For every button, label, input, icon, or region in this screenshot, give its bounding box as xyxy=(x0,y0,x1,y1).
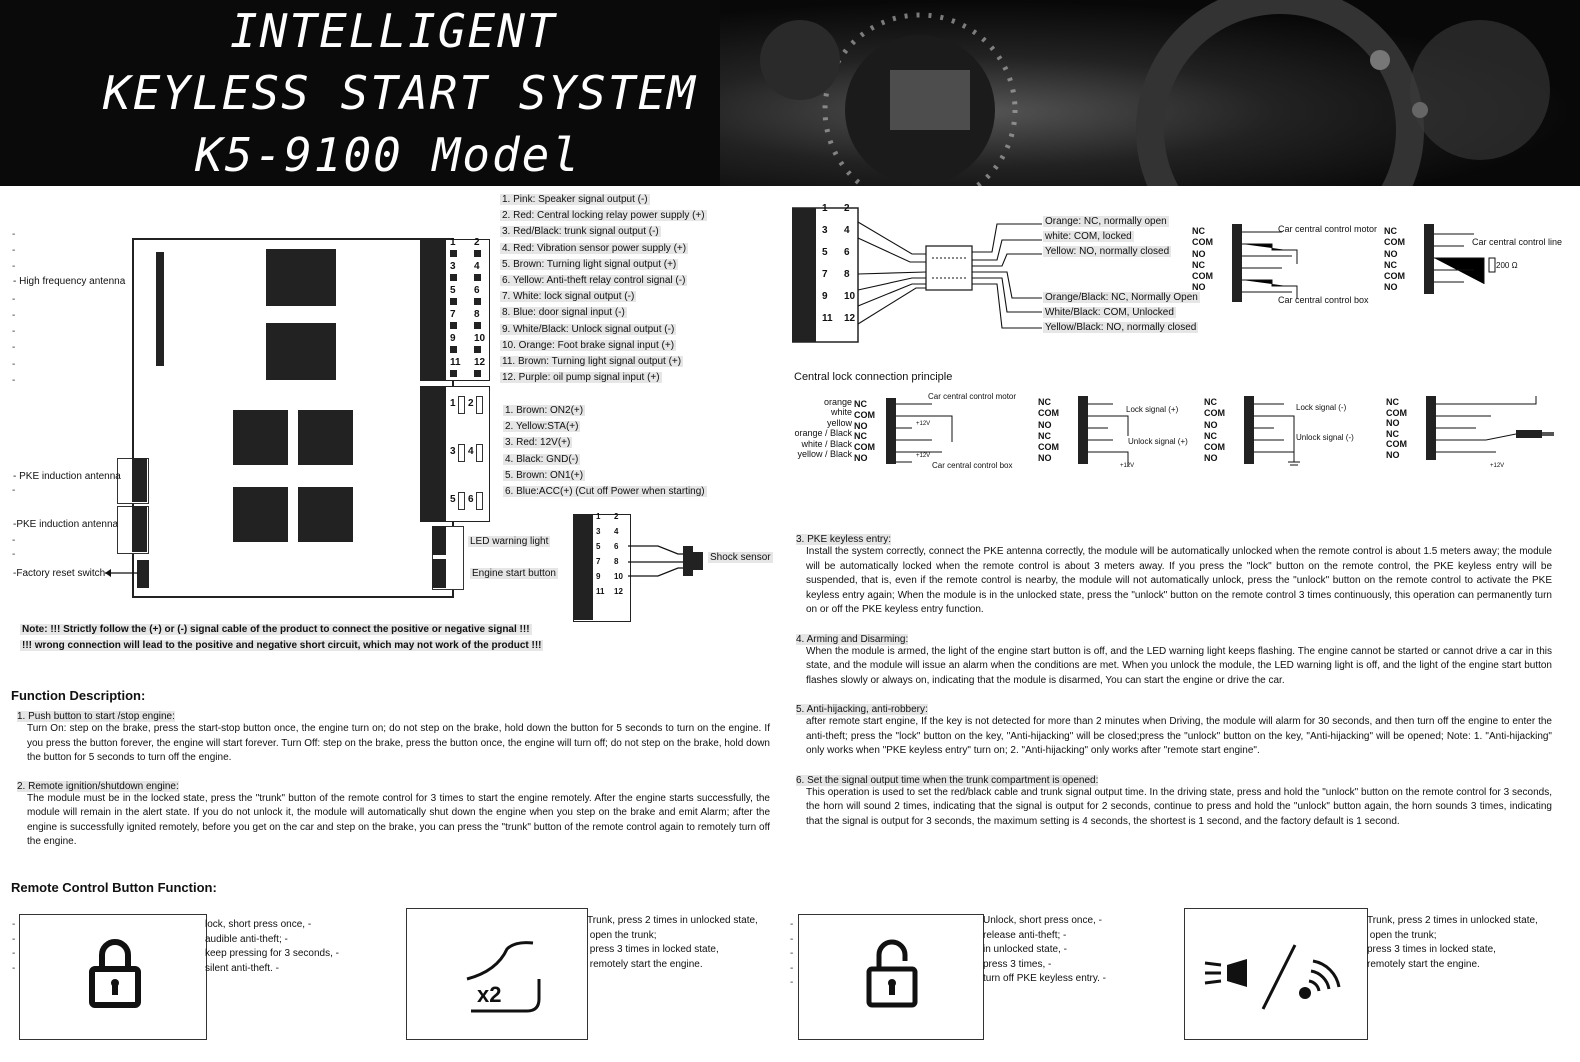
shock-pin-label: 4 xyxy=(614,527,619,536)
pin-6-slot xyxy=(476,444,483,462)
remote-control-title: Remote Control Button Function: xyxy=(11,880,217,895)
connector-6-item: 1. Brown: ON2(+) xyxy=(505,405,584,416)
remote-button-line: press 3 times in locked state, xyxy=(1367,944,1496,956)
remote-unlock-button-card xyxy=(798,914,984,1040)
remote-button-line: open the trunk; xyxy=(1367,929,1437,941)
chip-1 xyxy=(266,249,336,306)
pin-12-square xyxy=(450,370,457,377)
relay-label-a2: white: COM, locked xyxy=(1045,231,1132,242)
banner-title-line3: K5-9100 Model xyxy=(195,128,582,182)
lock-2-row: NO xyxy=(1038,419,1052,430)
high-frequency-antenna xyxy=(156,252,164,366)
lock-1-v2: +12V xyxy=(916,453,931,459)
shock-pin-label: 1 xyxy=(596,512,601,521)
pin-12-label: 5 xyxy=(450,285,456,296)
reset-arrow-icon xyxy=(105,566,140,580)
line-row: COM xyxy=(1384,271,1405,282)
pin-12-label: 6 xyxy=(474,285,480,296)
connector-12-list xyxy=(500,192,707,386)
remote-lock-button-card xyxy=(19,914,207,1040)
shock-pin-label: 8 xyxy=(614,557,619,566)
chip-5 xyxy=(233,487,288,542)
remote-button-line: Trunk, press 2 times in unlocked state, xyxy=(587,915,758,926)
label-pke-antenna-2: -PKE induction antenna xyxy=(13,519,119,530)
trunk-icon xyxy=(407,909,587,1039)
pin-12-label: 12 xyxy=(474,357,486,368)
shock-pin-label: 9 xyxy=(596,572,601,581)
remote-button-line: remotely start the engine. xyxy=(587,958,703,970)
line-row: NC xyxy=(1384,226,1397,236)
pke-connector-1-fill xyxy=(132,458,147,502)
remote-button-line: press 3 times in locked state, xyxy=(587,944,719,956)
lock-2-rows xyxy=(1038,397,1059,465)
lock-1-rows xyxy=(854,399,875,464)
remote-4-text xyxy=(1367,914,1538,972)
function-item-title: 1. Push button to start /stop engine: xyxy=(17,711,175,722)
line-row: NO xyxy=(1384,248,1398,259)
line-row: NO xyxy=(1384,282,1398,293)
lock-2-unlock: Unlock signal (+) xyxy=(1128,437,1188,446)
function-item-body: This operation is used to set the red/black cable and trunk signal output time. In the driving state, press and hold the "unlock" button on the remote control for 3 seconds, the horn will sound 2 times, indicating that the signal is output for 2 seconds, continue to press and hold the "unlock" button again, the horn sounds 3 times, indicating that the signal is output for 3 seconds, the maximum setting is 4 seconds, the shortest is 1 second, and the factory default is 1 second. xyxy=(806,786,1552,827)
lock-3-row: COM xyxy=(1204,408,1225,419)
lock-4-row: NC xyxy=(1386,397,1399,407)
banner-title-line2: KEYLESS START SYSTEM xyxy=(103,66,697,120)
connector-12-item: 1. Pink: Speaker signal output (-) xyxy=(502,194,648,205)
remote-button-line: keep pressing for 3 seconds, - xyxy=(205,948,339,960)
function-description-title: Function Description: xyxy=(11,688,146,703)
led-warning-light-label: LED warning light xyxy=(470,536,549,547)
dash-b: - - xyxy=(12,535,16,560)
function-item xyxy=(17,781,770,850)
function-item xyxy=(796,534,1552,618)
dashboard-photo xyxy=(720,0,1580,186)
remote-3-dashes: - - - - - xyxy=(790,919,794,989)
label-factory-reset: -Factory reset switch xyxy=(13,568,106,579)
chip-4 xyxy=(298,410,353,465)
connector-12-pin-body xyxy=(420,239,446,381)
connector-12-item: 8. Blue: door signal input (-) xyxy=(502,307,625,319)
chip-3 xyxy=(233,410,288,465)
function-item xyxy=(796,775,1552,830)
lock-3-row: NC xyxy=(1204,430,1217,441)
banner-title-line1: INTELLIGENT xyxy=(230,4,557,58)
remote-button-line: in unlocked state, - xyxy=(983,944,1067,956)
pin-6-slot xyxy=(476,396,483,414)
pin-12-square xyxy=(474,250,481,257)
engine-start-button-label: Engine start button xyxy=(472,568,556,579)
function-item xyxy=(796,704,1552,759)
connector-12-item: 6. Yellow: Anti-theft relay control signal (-) xyxy=(502,275,686,287)
pin-12-square xyxy=(450,346,457,353)
lock-icon xyxy=(20,915,206,1039)
function-item xyxy=(17,711,770,766)
lock-1-wire: white xyxy=(830,407,852,418)
lock-1-row: NO xyxy=(854,452,868,463)
function-item xyxy=(796,634,1552,689)
connector-6-item: 5. Brown: ON1(+) xyxy=(505,469,584,481)
chip-2 xyxy=(266,323,336,380)
connector-12-item: 11. Brown: Turning light signal output (+) xyxy=(502,356,682,368)
pin-6-slot xyxy=(458,492,465,510)
lock-4-v: +12V xyxy=(1490,463,1505,469)
shock-sensor-connector-body xyxy=(573,514,593,620)
pin-6-label: 1 xyxy=(450,398,456,409)
lock-2-row: NO xyxy=(1038,453,1052,464)
line-diagram-rows xyxy=(1384,226,1405,294)
pin-12-square xyxy=(474,298,481,305)
pin-6-slot xyxy=(476,492,483,510)
line-label: Car central control line xyxy=(1472,237,1563,247)
lock-diagram-2 xyxy=(1038,396,1198,472)
motor-row: COM xyxy=(1192,271,1213,282)
remote-button-line: open the trunk; xyxy=(587,929,657,941)
shock-sensor-label: Shock sensor xyxy=(710,552,771,563)
shock-pin-label: 10 xyxy=(614,572,623,581)
relay-pin-label: 12 xyxy=(844,313,856,324)
function-item-body: When the module is armed, the light of the engine start button is off, and the LED warning light keeps flashing. The engine cannot be started or cannot drive a car in this state, and the module will issue an alarm when the conditions are met. When you unlock the module, the LED warning light is off, and the light of the engine start button flashes slowly or always on, indicating that the module is disarmed, You can start the engine or drive the car. xyxy=(806,645,1552,686)
motor-row: NO xyxy=(1192,282,1206,293)
remote-3-text xyxy=(983,914,1106,987)
remote-button-line: turn off PKE keyless entry. - xyxy=(983,973,1107,985)
lock-1-motor: Car central control motor xyxy=(928,392,1017,401)
remote-button-line: lock, short press once, - xyxy=(205,919,312,930)
dashboard-gauges-graphic xyxy=(720,0,1580,186)
led-connector-fill xyxy=(432,526,446,555)
pin-12-square xyxy=(450,250,457,257)
remote-trunk-button-card xyxy=(406,908,588,1040)
function-item-body: Install the system correctly, connect the PKE antenna correctly, the module will be automatically unlocked when the remote control is about 1.5 meters away; the module will be automatically locked when the remote control is about 3 meters away. If you press the "lock" button on the remote control, the PKE keyless entry will be suspended, that is, even if the remote control is nearby, the module will not automatically unlock, press the "unlock" button on the remote control to activate the PKE keyless entry again; When the module is in the unlocked state, press the "unlock" button on the remote control 3 times continuously, this operation can permanently turn on or off the PKE keyless entry function. xyxy=(806,546,1552,615)
label-pke-antenna-1: - PKE induction antenna xyxy=(13,471,121,482)
pin-12-label: 7 xyxy=(450,309,456,320)
motor-label: Car central control motor xyxy=(1278,224,1378,234)
remote-button-line: audible anti-theft; - xyxy=(205,933,288,945)
pin-6-label: 4 xyxy=(468,446,474,457)
remote-button-line: Trunk, press 2 times in unlocked state, xyxy=(1367,915,1538,926)
lock-1-box: Car central control box xyxy=(932,461,1013,470)
lock-3-lock: Lock signal (-) xyxy=(1296,403,1347,412)
pin-6-label: 5 xyxy=(450,494,456,505)
connector-6-item: 6. Blue:ACC(+) (Cut off Power when starting) xyxy=(505,486,705,498)
line-wiring-diagram xyxy=(1384,224,1574,306)
line-row: NC xyxy=(1384,259,1397,270)
lock-1-wire: yellow / Black xyxy=(797,449,852,460)
lock-1-wire: orange / Black xyxy=(794,428,852,439)
lock-2-row: NC xyxy=(1038,430,1051,441)
lock-3-unlock: Unlock signal (-) xyxy=(1296,433,1354,442)
lock-1-wires xyxy=(792,397,852,459)
functions-left xyxy=(17,711,770,865)
left-dash-column: - - - - - - - - - xyxy=(12,229,16,386)
connector-12-item: 3. Red/Black: trunk signal output (-) xyxy=(502,226,659,238)
pin-12-square xyxy=(474,346,481,353)
pin-12-label: 9 xyxy=(450,333,456,344)
engine-button-connector-fill xyxy=(432,559,446,588)
shock-pin-label: 7 xyxy=(596,557,601,566)
connector-12-item: 2. Red: Central locking relay power supply (+) xyxy=(502,210,705,222)
lock-2-row: COM xyxy=(1038,408,1059,419)
pin-12-square xyxy=(450,274,457,281)
lock-2-v: +12V xyxy=(1120,463,1135,469)
connector-6-pin-body xyxy=(420,386,446,522)
lock-1-row: COM xyxy=(854,442,875,453)
lock-diagram-4-lines xyxy=(1386,396,1566,472)
chip-6 xyxy=(298,487,353,542)
connector-6-item: 4. Black: GND(-) xyxy=(505,453,579,465)
relay-label-a1: Orange: NC, normally open xyxy=(1045,216,1167,227)
unlock-icon xyxy=(799,915,983,1039)
relay-label-b2: White/Black: COM, Unlocked xyxy=(1045,307,1174,318)
remote-1-dashes: - - - - xyxy=(12,919,16,974)
relay-pin-label: 1 xyxy=(822,203,828,214)
lock-diagram-1 xyxy=(792,392,1022,472)
motor-row: NC xyxy=(1192,226,1205,236)
resistor-label: 200 Ω xyxy=(1496,261,1518,270)
lock-4-row: NO xyxy=(1386,449,1400,460)
connector-12-item: 9. White/Black: Unlock signal output (-) xyxy=(502,323,675,335)
pin-12-label: 10 xyxy=(474,333,486,344)
pin-12-label: 11 xyxy=(450,357,461,368)
relay-pin-label: 4 xyxy=(844,225,850,236)
connector-6-item: 2. Yellow:STA(+) xyxy=(505,421,579,433)
central-lock-title: Central lock connection principle xyxy=(794,371,953,383)
function-item-body: The module must be in the locked state, press the "trunk" button of the remote control for 3 times to start the engine remotely. After the engine starts successfully, the module will remain in the alert state. If you do not unlock it, the module will automatically shut down the engine when you step on the brake and emit Alarm; after the engine is successfully ignited remotely, before you get on the car and step on the brake, you can press the "trunk" button of the remote control again to remotely turn off the engine. xyxy=(27,792,770,847)
shock-pin-label: 2 xyxy=(614,512,619,521)
function-item-title: 5. Anti-hijacking, anti-robbery: xyxy=(796,704,928,715)
pin-6-label: 3 xyxy=(450,446,456,457)
relay-label-b1: Orange/Black: NC, Normally Open xyxy=(1045,292,1198,303)
connector-6-list xyxy=(503,403,707,500)
pin-12-label: 4 xyxy=(474,261,480,272)
relay-label-a3: Yellow: NO, normally closed xyxy=(1045,246,1170,257)
lock-1-v1: +12V xyxy=(916,421,931,427)
box-label: Car central control box xyxy=(1278,295,1369,305)
connector-12-item: 12. Purple: oil pump signal input (+) xyxy=(502,372,660,384)
dash-a: - xyxy=(12,485,16,496)
relay-pin-label: 2 xyxy=(844,203,850,214)
lock-1-row: NC xyxy=(854,399,867,409)
lock-4-rows xyxy=(1386,397,1407,461)
shock-pin-label: 12 xyxy=(614,587,623,596)
note-line-1: Note: !!! Strictly follow the (+) or (-) signal cable of the product to connect the positive or negative signal !!! xyxy=(22,624,530,635)
lock-1-row: NO xyxy=(854,420,868,431)
connector-6-item: 3. Red: 12V(+) xyxy=(505,437,571,449)
function-item-body: after remote start engine, If the key is not detected for more than 2 minutes when Driving, the module will alarm for 30 seconds, and then turn off the engine to enter the anti-theft; press the "lock" button on the key, "Anti-hijacking" will be closed;press the "unlock" button on the key, "Anti-hijacking" will be opened; Note: 1. "Anti-hijacking" only works when "PKE keyless entry" turn on; 2. "Anti-hijacking" only works after "remote start engine". xyxy=(806,716,1552,756)
lock-1-row: COM xyxy=(854,409,875,420)
pin-12-label: 2 xyxy=(474,237,480,248)
connector-12-item: 5. Brown: Turning light signal output (+) xyxy=(502,258,677,270)
pin-12-square xyxy=(474,274,481,281)
trunk-start-icon xyxy=(1185,909,1367,1039)
relay-pin-label: 8 xyxy=(844,269,850,280)
pin-12-square xyxy=(474,322,481,329)
pin-12-label: 8 xyxy=(474,309,480,320)
pin-6-label: 6 xyxy=(468,494,474,505)
lock-3-row: COM xyxy=(1204,442,1225,453)
connector-12-item: 4. Red: Vibration sensor power supply (+) xyxy=(502,242,687,254)
relay-pin-label: 6 xyxy=(844,247,850,258)
remote-button-line: press 3 times, - xyxy=(983,958,1052,970)
pin-6-slot xyxy=(458,444,465,462)
pin-12-square xyxy=(450,298,457,305)
remote-2-text xyxy=(587,914,758,972)
lock-4-row: NO xyxy=(1386,418,1400,429)
lock-3-row: NO xyxy=(1204,419,1218,430)
connector-12-item: 10. Orange: Foot brake signal input (+) xyxy=(502,339,675,351)
function-item-title: 6. Set the signal output time when the trunk compartment is opened: xyxy=(796,774,1099,786)
function-item-title: 4. Arming and Disarming: xyxy=(796,633,909,645)
lock-3-row: NC xyxy=(1204,397,1217,407)
lock-1-row: NC xyxy=(854,431,867,442)
shock-pin-label: 6 xyxy=(614,542,619,551)
pin-12-label: 3 xyxy=(450,261,456,272)
motor-row: NC xyxy=(1192,259,1205,270)
shock-sensor-wires xyxy=(628,540,708,590)
line-row: COM xyxy=(1384,237,1405,248)
trunk-icon-text: x2 xyxy=(477,982,502,1007)
lock-3-row: NO xyxy=(1204,453,1218,464)
remote-button-line: Unlock, short press once, - xyxy=(983,915,1102,926)
lock-1-wire: yellow xyxy=(826,417,852,428)
pin-6-label: 2 xyxy=(468,398,474,409)
remote-1-text xyxy=(205,918,339,976)
pin-12-label: 1 xyxy=(450,237,456,248)
lock-1-wire: orange xyxy=(823,397,852,407)
lock-2-row: COM xyxy=(1038,442,1059,453)
relay-pin-label: 9 xyxy=(822,291,828,302)
shock-pin-label: 11 xyxy=(596,587,605,596)
remote-button-line: release anti-theft; - xyxy=(983,929,1067,941)
lock-1-wire: white / Black xyxy=(801,438,852,449)
relay-pin-label: 5 xyxy=(822,247,828,258)
shock-pin-label: 5 xyxy=(596,542,601,551)
lock-3-rows xyxy=(1204,397,1225,465)
lock-2-lock: Lock signal (+) xyxy=(1126,405,1179,414)
relay-label-b3: Yellow/Black: NO, normally closed xyxy=(1045,322,1197,333)
motor-diagram-rows xyxy=(1192,226,1213,294)
relay-pin-label: 3 xyxy=(822,225,828,236)
relay-pin-label: 10 xyxy=(844,291,856,302)
relay-pin-label: 11 xyxy=(822,313,833,324)
motor-row: COM xyxy=(1192,237,1213,248)
motor-row: NO xyxy=(1192,248,1206,259)
remote-button-line: silent anti-theft. - xyxy=(205,962,279,974)
pin-12-square xyxy=(450,322,457,329)
remote-button-line: remotely start the engine. xyxy=(1367,958,1480,970)
lock-diagram-3 xyxy=(1204,396,1374,472)
lock-4-row: NC xyxy=(1386,428,1399,439)
lock-4-row: COM xyxy=(1386,439,1407,450)
relay-pin-label: 7 xyxy=(822,269,828,280)
pin-6-slot xyxy=(458,396,465,414)
motor-wiring-diagram xyxy=(1192,224,1378,306)
function-item-title: 2. Remote ignition/shutdown engine: xyxy=(17,780,179,792)
note-line-2: !!! wrong connection will lead to the positive and negative short circuit, which may not work of the product !!! xyxy=(22,640,542,651)
connector-12-item: 7. White: lock signal output (-) xyxy=(502,291,635,303)
remote-trunk-start-button-card xyxy=(1184,908,1368,1040)
header-banner xyxy=(0,0,1580,186)
pin-12-square xyxy=(474,370,481,377)
shock-pin-label: 3 xyxy=(596,527,601,536)
function-item-body: Turn On: step on the brake, press the start-stop button once, the engine turn on; do not step on the brake, hold down the button for 5 seconds to turn on the engine. If you press the button forever, the engine will start forever. Turn Off: step on the brake, press the button once, the engine will turn off; do not step on the brake, hold down the button for 5 seconds to turn off the engine. xyxy=(27,723,770,763)
lock-4-row: COM xyxy=(1386,407,1407,418)
function-item-title: 3. PKE keyless entry: xyxy=(796,534,892,545)
lock-2-row: NC xyxy=(1038,397,1051,407)
relay-wiring-diagram xyxy=(792,206,1042,346)
functions-right xyxy=(796,534,1552,845)
lock-diagram-4 xyxy=(1386,396,1566,472)
pke-connector-2-fill xyxy=(132,506,147,552)
label-high-frequency-antenna: - High frequency antenna xyxy=(13,276,126,287)
